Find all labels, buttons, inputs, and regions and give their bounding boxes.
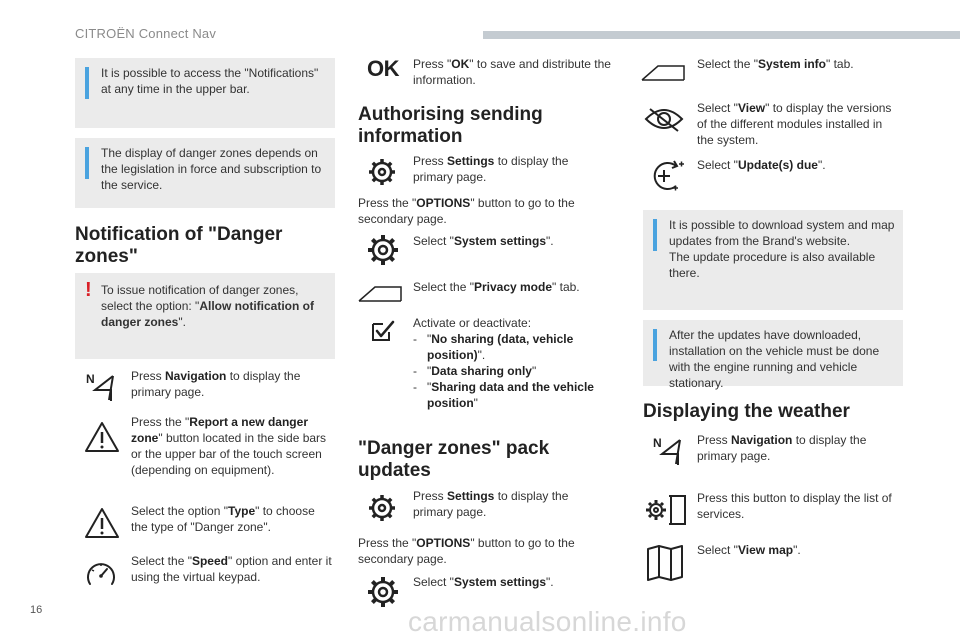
services-icon: [645, 493, 687, 527]
text-part: Select ": [413, 575, 454, 589]
update-icon: [646, 158, 686, 194]
text-bold: Privacy mode: [473, 280, 553, 294]
list-item: - "Sharing data and the vehicle position": [413, 380, 594, 410]
eye-icon: [644, 105, 684, 133]
text-part: to display the primary page.: [131, 369, 301, 399]
heading-authorising-sending: [358, 104, 618, 148]
system-settings-icon: [366, 233, 400, 267]
navigation-icon: [652, 434, 686, 468]
info-note-download: [643, 210, 903, 310]
list-dash: -: [413, 380, 417, 394]
text-part: Press ": [413, 57, 452, 71]
heading-line: zones": [75, 246, 138, 267]
heading-line: information: [358, 126, 463, 147]
text-part: Press the ": [358, 196, 417, 210]
checkbox-icon: [369, 318, 397, 344]
text-bold: System settings: [453, 575, 546, 589]
note-text: The update procedure is also available there.: [669, 250, 876, 280]
text-part: ".: [546, 575, 554, 589]
text-bold: View map: [737, 543, 794, 557]
heading-line: Displaying the weather: [643, 401, 850, 422]
tab-icon: [640, 62, 686, 82]
heading-line: Notification of "Danger: [75, 224, 283, 245]
text-part: " button located in the side bars or the upper bar of the touch screen (depending on equipment).: [131, 431, 327, 477]
navigation-icon: [85, 370, 119, 404]
info-bar: [85, 147, 89, 179]
text-bold: OPTIONS: [416, 196, 471, 210]
text-bold: Report a new danger zone: [131, 415, 308, 445]
text-bold: Navigation: [165, 369, 227, 383]
nav-instruction: [131, 368, 331, 400]
text-bold: OPTIONS: [416, 536, 471, 550]
text-bold: Data sharing only: [431, 364, 532, 378]
svg-text:N: N: [86, 372, 95, 386]
text-part: to display the primary page.: [697, 433, 867, 463]
services-instruction: [697, 490, 902, 522]
text-bold: Settings: [447, 489, 495, 503]
text-part: ".: [546, 234, 554, 248]
update-instruction: [697, 157, 902, 173]
info-note-installation: [643, 320, 903, 390]
info-bar: [653, 219, 657, 251]
info-bar: [85, 67, 89, 99]
text-bold: No sharing (data, vehicle position): [427, 332, 574, 362]
text-part: ".: [817, 158, 826, 172]
heading-line: Authorising sending: [358, 104, 543, 125]
heading-displaying-weather: [643, 401, 903, 423]
text-bold: Update(s) due: [737, 158, 818, 172]
list-item: - "Data sharing only": [413, 364, 537, 378]
text-bold: Settings: [447, 154, 495, 168]
system-settings-icon: [366, 575, 400, 609]
text-part: ".: [178, 315, 186, 329]
text-part: Press the ": [358, 536, 417, 550]
heading-notification-danger-zones: [75, 224, 335, 268]
text-part: ".: [793, 543, 801, 557]
system-info-instruction: [697, 56, 902, 72]
page-number: 16: [30, 604, 43, 616]
list-dash: -: [413, 364, 417, 378]
options-instruction: [358, 195, 608, 227]
text-part: Select ": [697, 543, 738, 557]
text-part: to display the primary page.: [413, 489, 569, 519]
text-bold: Type: [228, 504, 256, 518]
text-part: " to save and distribute the information.: [413, 57, 611, 87]
text-part: to display the primary page.: [413, 154, 569, 184]
text-part: " to choose the type of "Danger zone".: [131, 504, 315, 534]
text-bold: Sharing data and the vehicle position: [427, 380, 594, 410]
header-bar: [483, 31, 960, 39]
note-text: The display of danger zones depends on the legislation in force and subscription to the service.: [101, 146, 322, 192]
note-text: After the updates have downloaded, installation on the vehicle must be done with the engine running and vehicle stationary.: [669, 328, 880, 390]
text-part: Press the ": [131, 415, 190, 429]
system-settings-instruction: [413, 233, 603, 249]
info-note-legislation: [75, 138, 335, 208]
text-part: Select the option ": [131, 504, 228, 518]
text-bold: Navigation: [731, 433, 793, 447]
settings-instruction: [413, 488, 603, 520]
view-map-instruction: [697, 542, 897, 558]
text-part: " to display the versions of the different modules installed in the system.: [697, 101, 892, 147]
text-part: Select ": [697, 101, 738, 115]
system-settings-instruction: [413, 574, 603, 590]
speed-instruction: [131, 553, 335, 585]
danger-triangle-icon: [83, 420, 121, 454]
running-header: CITROËN Connect Nav: [75, 26, 217, 41]
speedometer-icon: [84, 558, 118, 588]
note-text: It is possible to access the "Notifications" at any time in the upper bar.: [101, 66, 319, 96]
text-bold: OK: [451, 57, 470, 71]
nav-instruction: [697, 432, 897, 464]
ok-icon: OK: [367, 56, 399, 81]
text-bold: Speed: [191, 554, 228, 568]
text-bold: System settings: [453, 234, 546, 248]
view-instruction: [697, 100, 902, 148]
danger-triangle-icon: [83, 506, 121, 540]
ok-instruction: [413, 56, 613, 88]
heading-line: updates: [358, 460, 431, 481]
settings-instruction: [413, 153, 603, 185]
report-instruction: [131, 414, 335, 478]
heading-danger-zones-pack: [358, 438, 618, 482]
text-part: " tab.: [825, 57, 854, 71]
list-dash: -: [413, 332, 417, 346]
text-part: Select the ": [131, 554, 192, 568]
privacy-instruction: [413, 279, 603, 295]
options-instruction: [358, 535, 608, 567]
type-instruction: [131, 503, 331, 535]
text-part: " button to go to the secondary page.: [358, 196, 575, 226]
note-text: It is possible to download system and map updates from the Brand's website.: [669, 218, 895, 248]
warning-icon: !: [85, 279, 92, 301]
settings-gear-icon: [366, 156, 398, 188]
text-part: Select ": [697, 158, 738, 172]
text-part: Press this button to display the list of services.: [697, 491, 892, 521]
map-icon: [646, 545, 684, 581]
text-part: Press: [413, 154, 448, 168]
info-note-notifications: [75, 58, 335, 128]
text-part: To issue notification of danger zones, select the option: ": [101, 283, 299, 313]
text-part: Press: [413, 489, 448, 503]
text-part: Press: [697, 433, 732, 447]
text-bold: View: [737, 101, 766, 115]
text-part: " option and enter it using the virtual keypad.: [131, 554, 332, 584]
text-part: " tab.: [552, 280, 580, 294]
text-part: Select the ": [413, 280, 474, 294]
text-part: Select the ": [697, 57, 758, 71]
text-part: Activate or deactivate:: [413, 316, 532, 330]
text-part: Press: [131, 369, 166, 383]
activate-instruction: [413, 315, 613, 411]
watermark: carmanualsonline.info: [408, 606, 687, 637]
text-bold: Allow notification of danger zones: [101, 299, 314, 329]
warning-note: [75, 273, 335, 359]
tab-icon: [357, 283, 403, 303]
list-item: - "No sharing (data, vehicle position)".: [413, 332, 574, 362]
settings-gear-icon: [366, 492, 398, 524]
text-part: Select ": [413, 234, 454, 248]
heading-line: "Danger zones" pack: [358, 438, 550, 459]
text-part: " button to go to the secondary page.: [358, 536, 575, 566]
text-bold: System info: [757, 57, 826, 71]
info-bar: [653, 329, 657, 361]
svg-text:N: N: [653, 436, 662, 450]
